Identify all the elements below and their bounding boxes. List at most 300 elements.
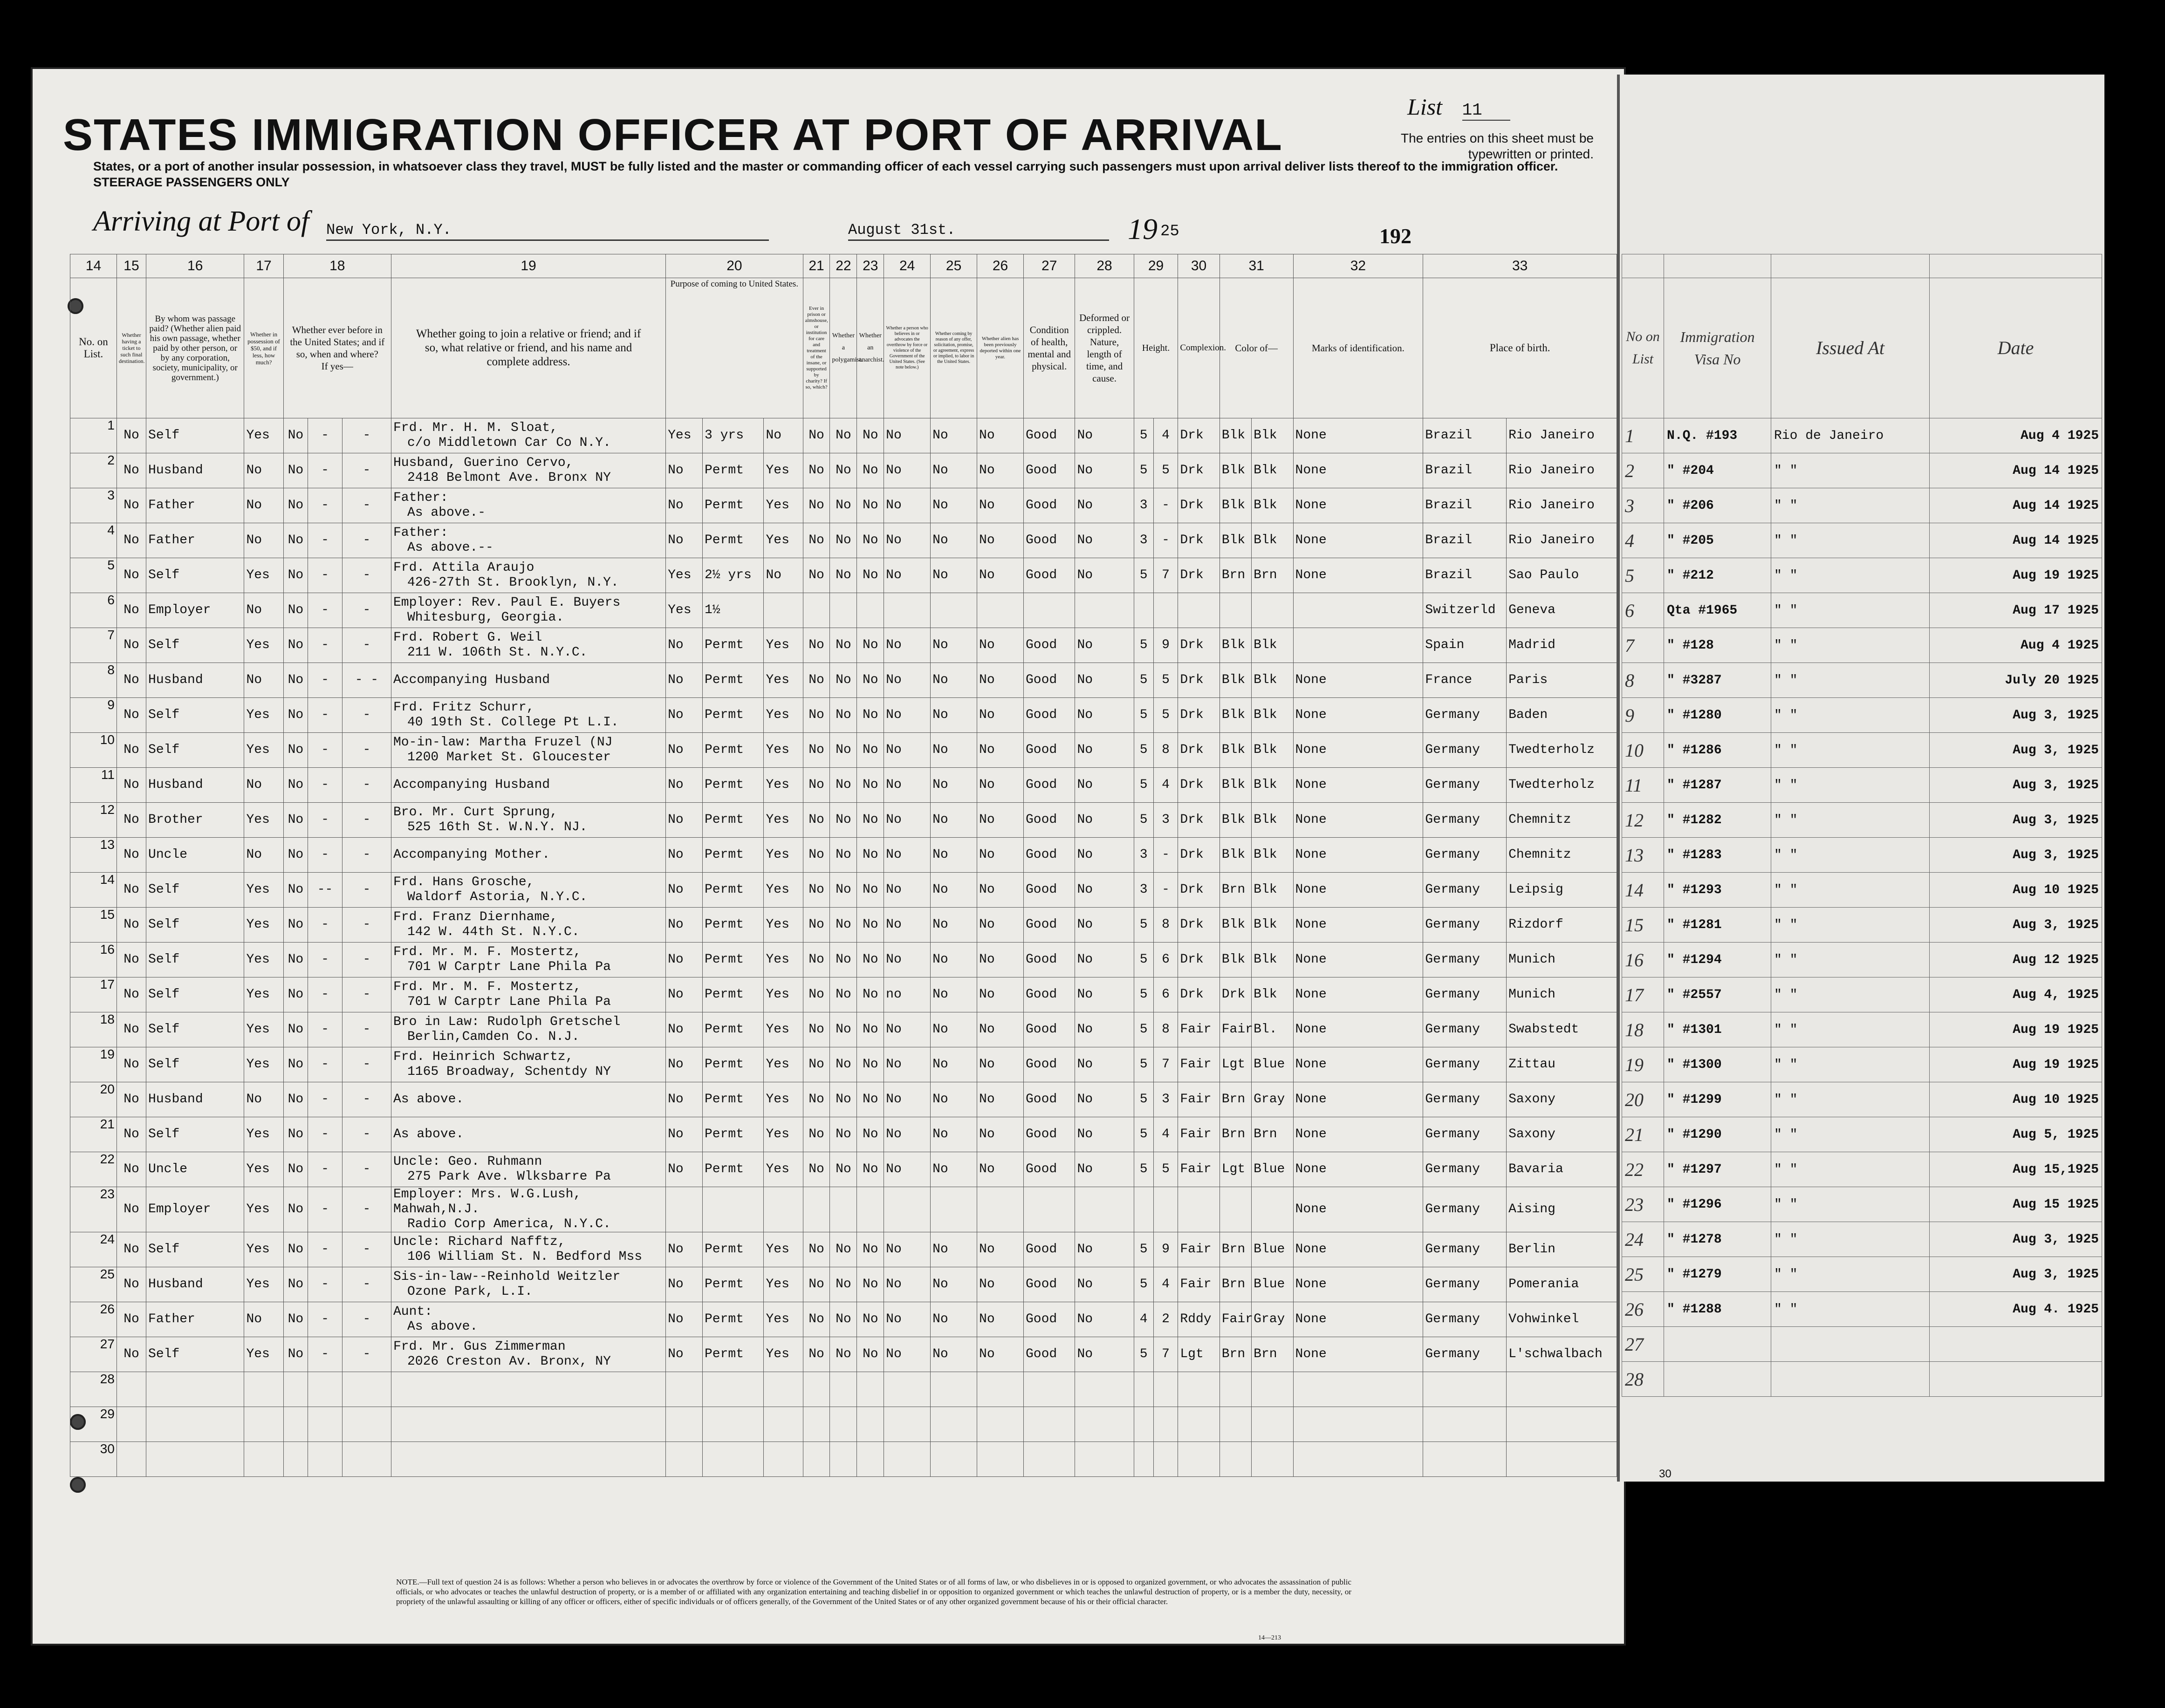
cell-overthrow: No bbox=[884, 838, 931, 873]
header-deformed: Deformed or crippled. Nature, length of time, and cause. bbox=[1075, 278, 1134, 418]
cell-marks: None bbox=[1293, 1337, 1423, 1372]
cell-prison: No bbox=[803, 1267, 830, 1302]
cell-deport: No bbox=[977, 977, 1024, 1012]
cell-where: - bbox=[342, 628, 391, 663]
cell-eyes: Blue bbox=[1252, 1047, 1293, 1082]
visa-date: Aug 14 1925 bbox=[1930, 453, 2102, 488]
cell-city: Madrid bbox=[1507, 628, 1617, 663]
cell-prison: No bbox=[803, 803, 830, 838]
cell-city: Aising bbox=[1507, 1187, 1617, 1232]
col-num: 30 bbox=[1178, 254, 1220, 278]
cell-inch: 3 bbox=[1153, 1082, 1178, 1117]
cell-hair bbox=[1220, 593, 1251, 628]
cell-marks: None bbox=[1293, 733, 1423, 768]
cell-length: Permt bbox=[703, 1012, 764, 1047]
col-num: 24 bbox=[884, 254, 931, 278]
join-line-2: 525 16th St. W.N.Y. NJ. bbox=[407, 820, 588, 834]
visa-number: " #1294 bbox=[1664, 943, 1771, 977]
cell-ret: No bbox=[666, 1267, 703, 1302]
cell-year: - bbox=[308, 1152, 343, 1187]
row-number: 23 bbox=[70, 1187, 117, 1232]
manifest-table bbox=[70, 254, 1617, 1477]
cell-feet: 5 bbox=[1134, 768, 1153, 803]
cell-paid bbox=[146, 1372, 244, 1407]
cell-polyg: No bbox=[830, 523, 857, 558]
cell-citizen: Yes bbox=[764, 1232, 803, 1267]
cell-paid: Self bbox=[146, 1047, 244, 1082]
cell-health: Good bbox=[1023, 698, 1075, 733]
cell-country: Germany bbox=[1423, 838, 1507, 873]
cell-before bbox=[283, 1372, 308, 1407]
cell-citizen: Yes bbox=[764, 873, 803, 908]
cell-join-relative bbox=[391, 1187, 666, 1232]
cell-deformed: No bbox=[1075, 1267, 1134, 1302]
cell-deport bbox=[977, 1372, 1024, 1407]
cell-health: Good bbox=[1023, 1232, 1075, 1267]
cell-hair: Lgt bbox=[1220, 1047, 1251, 1082]
visa-row bbox=[1622, 418, 2102, 453]
cell-where: - bbox=[342, 453, 391, 488]
cell-eyes: Blue bbox=[1252, 1232, 1293, 1267]
cell-feet bbox=[1134, 1187, 1153, 1232]
cell-year: - bbox=[308, 838, 343, 873]
port-field: New York, N.Y. bbox=[326, 221, 769, 241]
cell-where: - bbox=[342, 698, 391, 733]
header-ever-before-text: Whether ever before in the United States; and if so, when and where? bbox=[290, 324, 385, 360]
visa-row-number: 3 bbox=[1622, 488, 1664, 523]
cell-offer: No bbox=[931, 1047, 977, 1082]
cell-where bbox=[342, 1407, 391, 1442]
visa-row-number: 2 bbox=[1622, 453, 1664, 488]
cell-citizen: Yes bbox=[764, 1152, 803, 1187]
cell-anarch: No bbox=[857, 628, 884, 663]
cell-marks: None bbox=[1293, 453, 1423, 488]
cell-before: No bbox=[283, 1187, 308, 1232]
cell-fifty: No bbox=[244, 1082, 283, 1117]
cell-country: Spain bbox=[1423, 628, 1507, 663]
cell-where: - bbox=[342, 1012, 391, 1047]
cell-paid: Self bbox=[146, 558, 244, 593]
cell-fifty: Yes bbox=[244, 733, 283, 768]
visa-date: Aug 3, 1925 bbox=[1930, 733, 2102, 768]
cell-feet: 5 bbox=[1134, 663, 1153, 698]
header-join-relative: Whether going to join a relative or friend; and if so, what relative or friend, and his name and complete address. bbox=[391, 278, 666, 418]
cell-deport: No bbox=[977, 1302, 1024, 1337]
year-secondary: 192 bbox=[1379, 224, 1411, 248]
cell-prison: No bbox=[803, 453, 830, 488]
cell-offer bbox=[931, 1407, 977, 1442]
cell-city: Chemnitz bbox=[1507, 838, 1617, 873]
cell-length: Permt bbox=[703, 1302, 764, 1337]
cell-marks: None bbox=[1293, 523, 1423, 558]
cell-year bbox=[308, 1407, 343, 1442]
cell-city: Rizdorf bbox=[1507, 908, 1617, 943]
visa-row-number: 26 bbox=[1622, 1292, 1664, 1327]
join-line-2: Whitesburg, Georgia. bbox=[407, 610, 564, 625]
cell-city bbox=[1507, 1442, 1617, 1477]
cell-where: - bbox=[342, 1152, 391, 1187]
cell-where: - bbox=[342, 1047, 391, 1082]
join-line-1: Aunt: bbox=[393, 1305, 433, 1319]
cell-country: Germany bbox=[1423, 1302, 1507, 1337]
cell-paid: Father bbox=[146, 488, 244, 523]
cell-complex: Drk bbox=[1178, 418, 1220, 453]
cell-ret: No bbox=[666, 838, 703, 873]
cell-join-relative bbox=[391, 943, 666, 977]
cell-where: - bbox=[342, 488, 391, 523]
cell-polyg: No bbox=[830, 803, 857, 838]
cell-overthrow: No bbox=[884, 1047, 931, 1082]
cell-hair: Blk bbox=[1220, 733, 1251, 768]
cell-year: - bbox=[308, 1117, 343, 1152]
cell-citizen bbox=[764, 1372, 803, 1407]
join-line-1: As above. bbox=[393, 1127, 464, 1141]
cell-ticket: No bbox=[116, 698, 146, 733]
cell-health bbox=[1023, 1187, 1075, 1232]
visa-row bbox=[1622, 1292, 2102, 1327]
cell-year bbox=[308, 1442, 343, 1477]
visa-table bbox=[1622, 254, 2102, 1397]
visa-row bbox=[1622, 943, 2102, 977]
visa-issued-at: " " bbox=[1771, 1292, 1930, 1327]
visa-header-date: Date bbox=[1930, 278, 2102, 418]
table-row bbox=[70, 1407, 1617, 1442]
cell-before: No bbox=[283, 628, 308, 663]
cell-polyg: No bbox=[830, 1152, 857, 1187]
cell-prison: No bbox=[803, 908, 830, 943]
row-number: 12 bbox=[70, 803, 117, 838]
visa-row bbox=[1622, 1257, 2102, 1292]
cell-marks: None bbox=[1293, 1187, 1423, 1232]
header-purpose: Purpose of coming to United States. bbox=[666, 278, 803, 418]
table-row bbox=[70, 1442, 1617, 1477]
cell-ret: No bbox=[666, 1337, 703, 1372]
join-line-2: 275 Park Ave. Wlksbarre Pa bbox=[407, 1169, 611, 1184]
join-line-2: 40 19th St. College Pt L.I. bbox=[407, 715, 619, 730]
cell-deformed: No bbox=[1075, 663, 1134, 698]
cell-deformed: No bbox=[1075, 873, 1134, 908]
cell-health: Good bbox=[1023, 488, 1075, 523]
visa-row-number: 14 bbox=[1622, 873, 1664, 908]
visa-header-issued: Issued At bbox=[1771, 278, 1930, 418]
cell-offer: No bbox=[931, 1302, 977, 1337]
cell-city: Twedterholz bbox=[1507, 768, 1617, 803]
table-row bbox=[70, 768, 1617, 803]
cell-deformed: No bbox=[1075, 1117, 1134, 1152]
visa-row-number: 1 bbox=[1622, 418, 1664, 453]
cell-overthrow bbox=[884, 593, 931, 628]
cell-overthrow: No bbox=[884, 768, 931, 803]
cell-year: - bbox=[308, 943, 343, 977]
cell-ticket: No bbox=[116, 418, 146, 453]
cell-prison: No bbox=[803, 1117, 830, 1152]
cell-ticket: No bbox=[116, 733, 146, 768]
table-row bbox=[70, 908, 1617, 943]
visa-date: Aug 10 1925 bbox=[1930, 873, 2102, 908]
cell-city: Baden bbox=[1507, 698, 1617, 733]
visa-number: " #205 bbox=[1664, 523, 1771, 558]
cell-marks bbox=[1293, 1442, 1423, 1477]
cell-where: - bbox=[342, 908, 391, 943]
cell-before: No bbox=[283, 873, 308, 908]
cell-citizen: Yes bbox=[764, 733, 803, 768]
visa-date: Aug 19 1925 bbox=[1930, 1047, 2102, 1082]
visa-row bbox=[1622, 873, 2102, 908]
cell-hair: Blk bbox=[1220, 768, 1251, 803]
cell-year: - bbox=[308, 1232, 343, 1267]
cell-offer: No bbox=[931, 1152, 977, 1187]
cell-polyg: No bbox=[830, 558, 857, 593]
cell-citizen: Yes bbox=[764, 803, 803, 838]
cell-polyg: No bbox=[830, 1012, 857, 1047]
cell-inch bbox=[1153, 1442, 1178, 1477]
cell-inch: 5 bbox=[1153, 698, 1178, 733]
cell-before: No bbox=[283, 488, 308, 523]
cell-join-relative bbox=[391, 523, 666, 558]
cell-complex: Drk bbox=[1178, 698, 1220, 733]
cell-health: Good bbox=[1023, 977, 1075, 1012]
cell-ticket: No bbox=[116, 663, 146, 698]
cell-join-relative bbox=[391, 1267, 666, 1302]
cell-deformed: No bbox=[1075, 943, 1134, 977]
cell-polyg: No bbox=[830, 453, 857, 488]
cell-inch: 3 bbox=[1153, 803, 1178, 838]
cell-year: - bbox=[308, 1267, 343, 1302]
cell-marks: None bbox=[1293, 488, 1423, 523]
cell-offer: No bbox=[931, 908, 977, 943]
cell-hair: Brn bbox=[1220, 1082, 1251, 1117]
cell-city: Munich bbox=[1507, 977, 1617, 1012]
cell-join-relative bbox=[391, 698, 666, 733]
cell-join-relative bbox=[391, 1082, 666, 1117]
table-row bbox=[70, 873, 1617, 908]
cell-city: Paris bbox=[1507, 663, 1617, 698]
cell-complex: Drk bbox=[1178, 488, 1220, 523]
visa-date: Aug 15,1925 bbox=[1930, 1152, 2102, 1187]
cell-offer: No bbox=[931, 733, 977, 768]
cell-paid: Employer bbox=[146, 1187, 244, 1232]
table-row bbox=[70, 1082, 1617, 1117]
cell-citizen bbox=[764, 593, 803, 628]
visa-number: " #206 bbox=[1664, 488, 1771, 523]
cell-fifty: Yes bbox=[244, 1187, 283, 1232]
cell-ticket: No bbox=[116, 488, 146, 523]
cell-deport: No bbox=[977, 628, 1024, 663]
col-num: 18 bbox=[283, 254, 391, 278]
cell-polyg: No bbox=[830, 1267, 857, 1302]
cell-offer: No bbox=[931, 1117, 977, 1152]
visa-row bbox=[1622, 1222, 2102, 1257]
join-line-1: Father: bbox=[393, 491, 448, 505]
cell-anarch: No bbox=[857, 1267, 884, 1302]
cell-join-relative bbox=[391, 1117, 666, 1152]
cell-country: Germany bbox=[1423, 1267, 1507, 1302]
visa-number: " #1282 bbox=[1664, 803, 1771, 838]
cell-join-relative bbox=[391, 628, 666, 663]
cell-offer: No bbox=[931, 1082, 977, 1117]
cell-health: Good bbox=[1023, 628, 1075, 663]
cell-eyes: Blk bbox=[1252, 418, 1293, 453]
cell-country: Brazil bbox=[1423, 523, 1507, 558]
join-line-1: Father: bbox=[393, 526, 448, 540]
visa-number: " #1287 bbox=[1664, 768, 1771, 803]
cell-deport bbox=[977, 1442, 1024, 1477]
visa-date: July 20 1925 bbox=[1930, 663, 2102, 698]
cell-fifty: Yes bbox=[244, 977, 283, 1012]
cell-offer: No bbox=[931, 1337, 977, 1372]
cell-where: - bbox=[342, 768, 391, 803]
col-num: 29 bbox=[1134, 254, 1178, 278]
cell-city: Swabstedt bbox=[1507, 1012, 1617, 1047]
col-num: 33 bbox=[1423, 254, 1617, 278]
visa-number: " #1301 bbox=[1664, 1012, 1771, 1047]
cell-prison: No bbox=[803, 768, 830, 803]
cell-prison: No bbox=[803, 977, 830, 1012]
cell-join-relative bbox=[391, 768, 666, 803]
cell-eyes: Gray bbox=[1252, 1082, 1293, 1117]
cell-citizen: Yes bbox=[764, 908, 803, 943]
cell-marks bbox=[1293, 593, 1423, 628]
cell-marks: None bbox=[1293, 1082, 1423, 1117]
cell-prison bbox=[803, 1372, 830, 1407]
cell-health: Good bbox=[1023, 1012, 1075, 1047]
cell-citizen: Yes bbox=[764, 1302, 803, 1337]
visa-date: Aug 4 1925 bbox=[1930, 628, 2102, 663]
cell-complex: Fair bbox=[1178, 1012, 1220, 1047]
cell-citizen: Yes bbox=[764, 943, 803, 977]
row-number: 18 bbox=[70, 1012, 117, 1047]
visa-row-number: 10 bbox=[1622, 733, 1664, 768]
cell-ret: No bbox=[666, 977, 703, 1012]
cell-citizen: Yes bbox=[764, 977, 803, 1012]
cell-hair bbox=[1220, 1187, 1251, 1232]
cell-year: - bbox=[308, 453, 343, 488]
cell-join-relative bbox=[391, 418, 666, 453]
cell-paid: Uncle bbox=[146, 838, 244, 873]
cell-anarch: No bbox=[857, 733, 884, 768]
cell-prison bbox=[803, 1442, 830, 1477]
cell-paid bbox=[146, 1442, 244, 1477]
cell-ticket: No bbox=[116, 943, 146, 977]
cell-marks: None bbox=[1293, 1152, 1423, 1187]
visa-date: Aug 4 1925 bbox=[1930, 418, 2102, 453]
cell-overthrow: No bbox=[884, 663, 931, 698]
col-num: 23 bbox=[857, 254, 884, 278]
join-line-2: 701 W Carptr Lane Phila Pa bbox=[407, 960, 611, 974]
visa-row bbox=[1622, 803, 2102, 838]
header-fifty-dollars: Whether in possession of $50, and if less, how much? bbox=[244, 278, 283, 418]
cell-inch: 7 bbox=[1153, 1047, 1178, 1082]
visa-number bbox=[1664, 1362, 1771, 1397]
cell-where: - bbox=[342, 1187, 391, 1232]
cell-fifty: No bbox=[244, 838, 283, 873]
cell-length: 3 yrs bbox=[703, 418, 764, 453]
cell-complex: Drk bbox=[1178, 803, 1220, 838]
cell-fifty: Yes bbox=[244, 628, 283, 663]
visa-row-number: 5 bbox=[1622, 558, 1664, 593]
table-row bbox=[70, 418, 1617, 453]
cell-paid: Self bbox=[146, 908, 244, 943]
cell-fifty bbox=[244, 1407, 283, 1442]
cell-polyg: No bbox=[830, 1337, 857, 1372]
instructions-line-2: STEERAGE PASSENGERS ONLY bbox=[93, 175, 290, 189]
cell-complex bbox=[1178, 1187, 1220, 1232]
table-row bbox=[70, 1152, 1617, 1187]
visa-date: Aug 3, 1925 bbox=[1930, 803, 2102, 838]
cell-ret: No bbox=[666, 1082, 703, 1117]
cell-marks: None bbox=[1293, 977, 1423, 1012]
cell-polyg: No bbox=[830, 768, 857, 803]
cell-city: Saxony bbox=[1507, 1082, 1617, 1117]
cell-feet: 5 bbox=[1134, 803, 1153, 838]
row-number: 6 bbox=[70, 593, 117, 628]
cell-join-relative bbox=[391, 908, 666, 943]
cell-deport bbox=[977, 1187, 1024, 1232]
join-line-2: 106 William St. N. Bedford Mss bbox=[407, 1250, 643, 1264]
cell-deport: No bbox=[977, 523, 1024, 558]
visa-row-number: 19 bbox=[1622, 1047, 1664, 1082]
cell-complex: Drk bbox=[1178, 943, 1220, 977]
cell-year bbox=[308, 1372, 343, 1407]
cell-hair: Fair bbox=[1220, 1012, 1251, 1047]
cell-city: Saxony bbox=[1507, 1117, 1617, 1152]
cell-inch: 6 bbox=[1153, 977, 1178, 1012]
cell-prison: No bbox=[803, 663, 830, 698]
cell-where: - bbox=[342, 1117, 391, 1152]
cell-deformed: No bbox=[1075, 1152, 1134, 1187]
cell-anarch: No bbox=[857, 663, 884, 698]
cell-anarch: No bbox=[857, 873, 884, 908]
cell-marks: None bbox=[1293, 663, 1423, 698]
cell-hair: Blk bbox=[1220, 838, 1251, 873]
cell-country: Germany bbox=[1423, 1082, 1507, 1117]
table-row bbox=[70, 1012, 1617, 1047]
visa-number: " #1286 bbox=[1664, 733, 1771, 768]
cell-ticket bbox=[116, 1372, 146, 1407]
cell-marks: None bbox=[1293, 908, 1423, 943]
cell-country: Germany bbox=[1423, 768, 1507, 803]
cell-overthrow: No bbox=[884, 873, 931, 908]
cell-prison: No bbox=[803, 873, 830, 908]
cell-deformed bbox=[1075, 1187, 1134, 1232]
cell-offer: No bbox=[931, 1012, 977, 1047]
cell-paid: Brother bbox=[146, 803, 244, 838]
header-deported: Whether alien has been previously deported within one year. bbox=[977, 278, 1024, 418]
join-line-2: Berlin,Camden Co. N.J. bbox=[407, 1030, 580, 1044]
cell-where: - bbox=[342, 1082, 391, 1117]
row-number: 29 bbox=[70, 1407, 117, 1442]
cell-feet: 5 bbox=[1134, 1082, 1153, 1117]
visa-number: " #1278 bbox=[1664, 1222, 1771, 1257]
cell-ret: No bbox=[666, 628, 703, 663]
cell-complex: Drk bbox=[1178, 733, 1220, 768]
table-row bbox=[70, 593, 1617, 628]
cell-year: - bbox=[308, 628, 343, 663]
cell-deport: No bbox=[977, 1117, 1024, 1152]
cell-join-relative bbox=[391, 1442, 666, 1477]
cell-length bbox=[703, 1187, 764, 1232]
visa-date: Aug 15 1925 bbox=[1930, 1187, 2102, 1222]
cell-where: - bbox=[342, 977, 391, 1012]
cell-deformed bbox=[1075, 1442, 1134, 1477]
cell-eyes bbox=[1252, 1407, 1293, 1442]
visa-number: " #2557 bbox=[1664, 977, 1771, 1012]
cell-citizen: No bbox=[764, 418, 803, 453]
cell-feet: 5 bbox=[1134, 1047, 1153, 1082]
cell-before: No bbox=[283, 523, 308, 558]
cell-hair: Lgt bbox=[1220, 1152, 1251, 1187]
join-line-2: 701 W Carptr Lane Phila Pa bbox=[407, 995, 611, 1009]
